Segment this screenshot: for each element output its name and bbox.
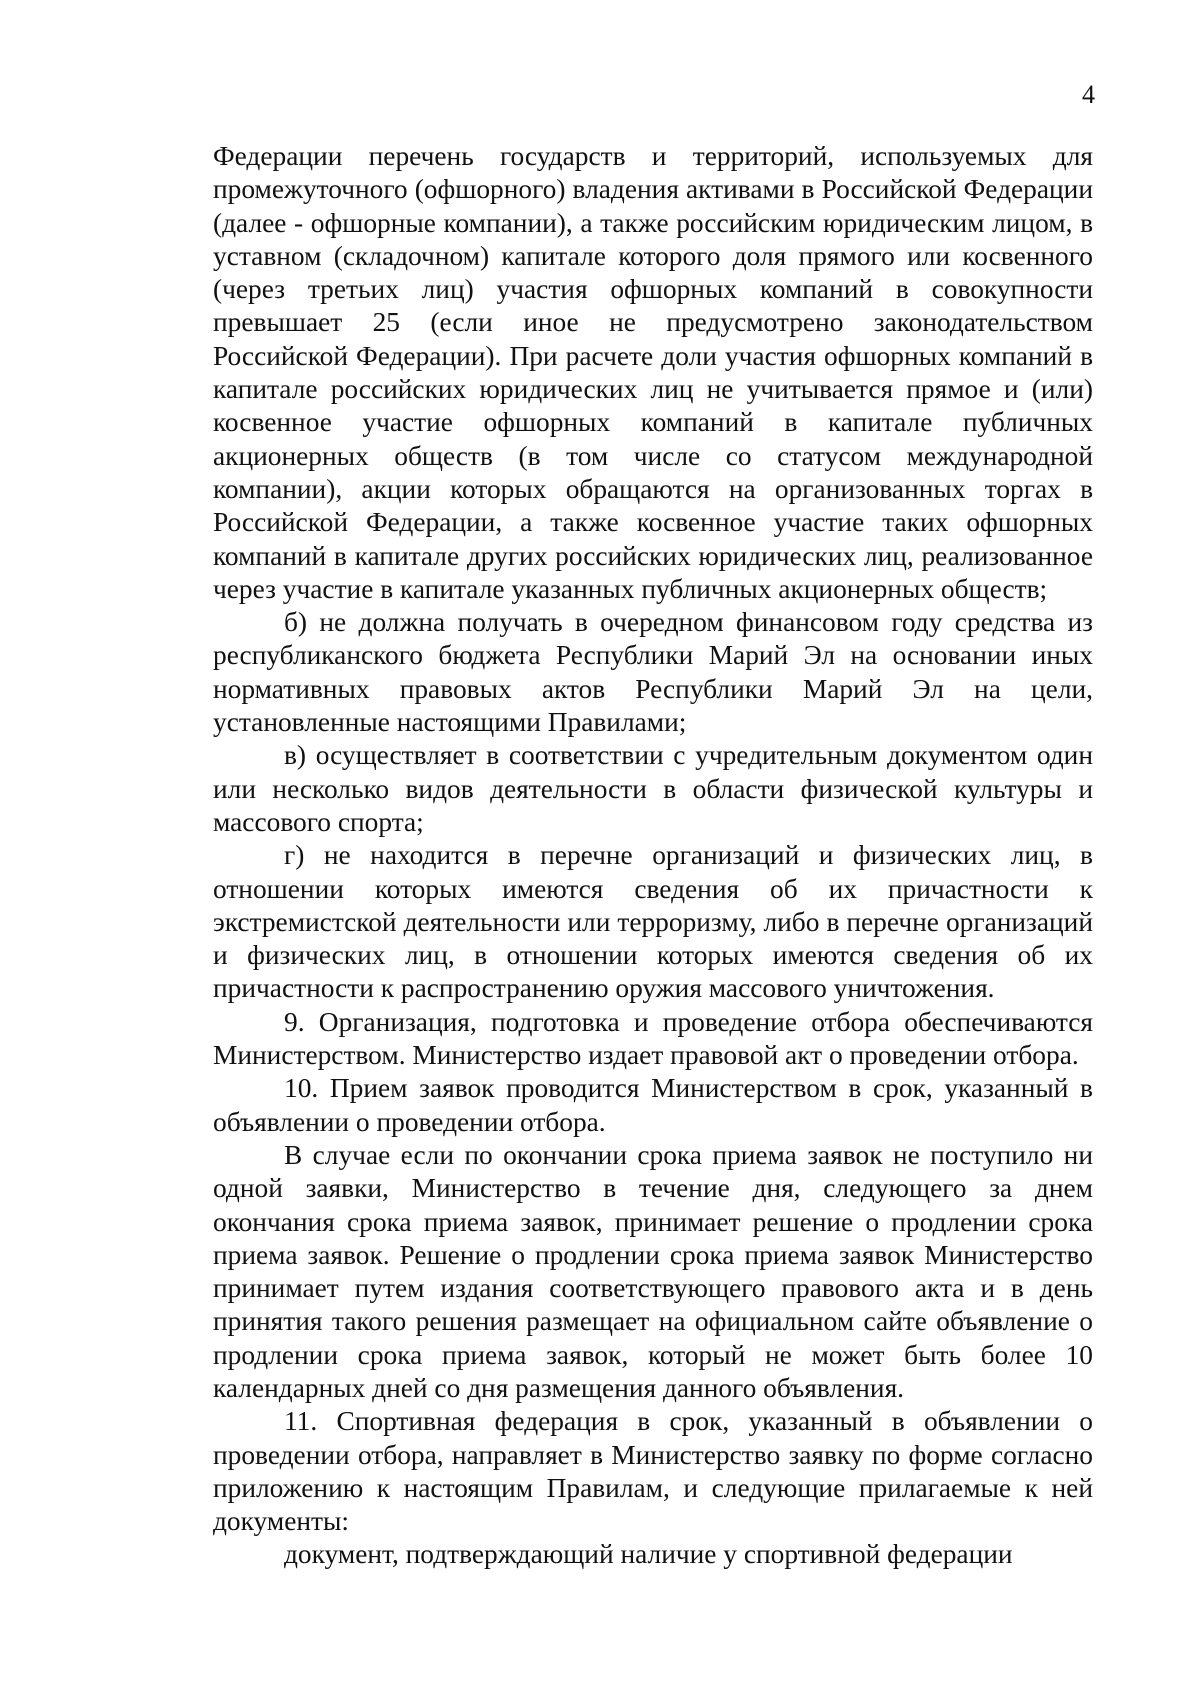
paragraph-extension: В случае если по окончании срока приема заявок не поступило ни одной заявки, Министерство в течение дня, следующего за днем окончания срока приема заявок, принимает решение о продлении срока приема заявок. Решение о продлении срока приема заявок Министерство принимает путем издания соответствующего правового акта и в день принятия такого решения размещает на официальном сайте объявление о продлении срока приема заявок, который не может быть более 10 календарных дней со дня размещения данного объявления. (213, 1139, 1093, 1403)
document-body (213, 140, 1093, 1572)
paragraph-offshore-continuation: Федерации перечень государств и территорий, используемых для промежуточного (офшорного) владения активами в Российской Федерации (далее - офшорные компании), а также российским юридическим лицом, в уставном (складочном) капитале которого доля прямого или косвенного (через третьих лиц) участия офшорных компаний в совокупности превышает 25 (если иное не предусмотрено законодательством Российской Федерации). При расчете доли участия офшорных компаний в капитале российских юридических лиц не учитывается прямое и (или) косвенное участие офшорных компаний в капитале публичных акционерных обществ (в том числе со статусом международной компании), акции которых обращаются на организованных торгах в Российской Федерации, а также косвенное участие таких офшорных компаний в капитале других российских юридических лиц, реализованное через участие в капитале указанных публичных акционерных обществ; (213, 141, 1093, 604)
paragraph-9: 9. Организация, подготовка и проведение отбора обеспечиваются Министерством. Министерство издает правовой акт о проведении отбора. (213, 1006, 1093, 1071)
page-number: 4 (1082, 80, 1095, 109)
paragraph-b: б) не должна получать в очередном финансовом году средства из республиканского бюджета Республики Марий Эл на основании иных нормативных правовых актов Республики Марий Эл на цели, установленные настоящими Правилами; (213, 607, 1093, 738)
paragraph-10: 10. Прием заявок проводится Министерством в срок, указанный в объявлении о проведении отбора. (213, 1073, 1093, 1137)
paragraph-g: г) не находится в перечне организаций и физических лиц, в отношении которых имеются сведения об их причастности к экстремистской деятельности или терроризму, либо в перечне организаций и физических лиц, в отношении которых имеются сведения об их причастности к распространению оружия массового уничтожения. (213, 840, 1093, 1004)
paragraph-11: 11. Спортивная федерация в срок, указанный в объявлении о проведении отбора, направляет в Министерство заявку по форме согласно приложению к настоящим Правилам, и следующие прилагаемые к ней документы: (213, 1406, 1093, 1537)
paragraph-document-item: документ, подтверждающий наличие у спортивной федерации (284, 1539, 1013, 1570)
paragraph-v: в) осуществляет в соответствии с учредительным документом один или несколько видов деятельности в области физической культуры и массового спорта; (213, 740, 1093, 837)
